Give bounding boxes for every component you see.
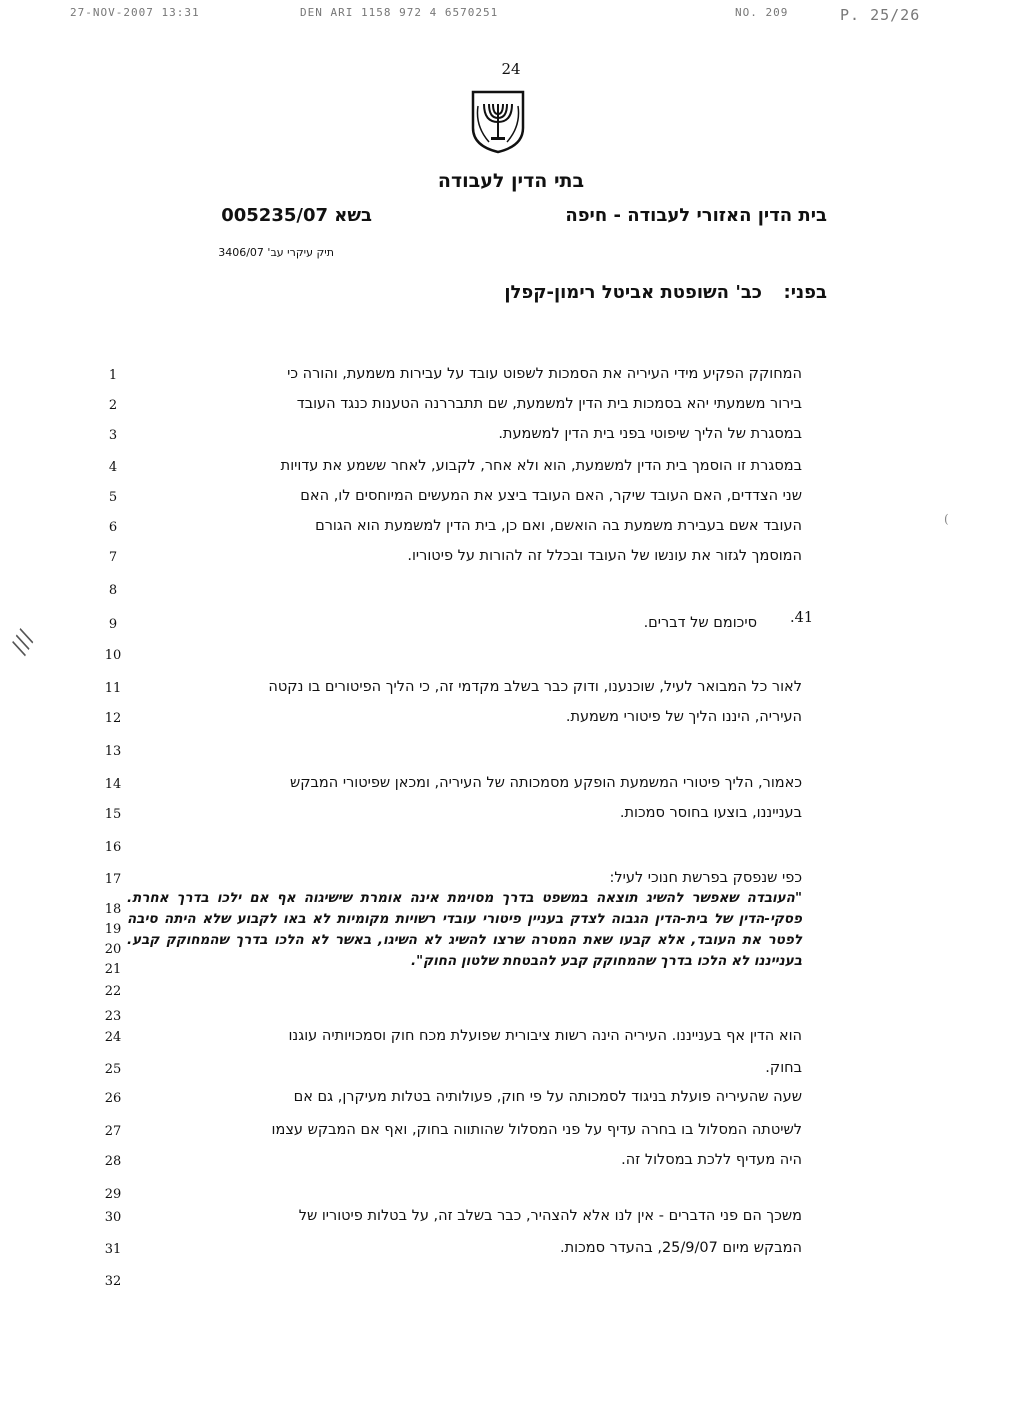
line-text: העיריה, היננו הליך של פיטורי משמעת. — [565, 709, 802, 725]
line-text: המבקש מיום 25/9/07, בהעדר סמכות. — [560, 1240, 802, 1256]
section-number: .41 — [790, 610, 814, 626]
court-system-title: בתי הדין לעבודה — [437, 170, 585, 192]
line-number: 17 — [104, 872, 122, 887]
line-text: כפי שנפסק בפרשת חנוכי לעיל: — [609, 870, 802, 886]
line-text: כאמור, הליך פיטורי המשמעת הופקע מסמכותה של העיריה, ומכאן שפיטורי המבקש — [289, 775, 802, 791]
line-number: 15 — [104, 807, 122, 822]
line-text: העובד אשם בעבירת משמעת בה הואשם, ואם כן, בית הדין למשמעת הוא הגורם — [315, 518, 802, 534]
margin-mark: ( — [944, 512, 949, 526]
fax-page: P. 25/26 — [840, 6, 921, 24]
line-number: 11 — [104, 681, 122, 696]
line-number: 27 — [104, 1124, 122, 1139]
line-number: 6 — [108, 520, 118, 535]
line-number: 12 — [104, 711, 122, 726]
fax-number: DEN ARI 1158 972 4 6570251 — [300, 6, 499, 19]
line-number: 22 — [104, 984, 122, 999]
fax-job-number: NO. 209 — [735, 6, 789, 19]
line-number: 3 — [108, 428, 118, 443]
line-number: 29 — [104, 1187, 122, 1202]
line-number: 30 — [104, 1210, 122, 1225]
line-number: 10 — [104, 648, 122, 663]
line-number: 2 — [108, 398, 118, 413]
line-number: 16 — [104, 840, 122, 855]
line-text: לשיטתה המסלול בו בחרה עדיף על פני המסלול שהותווה בחוק, ואף אם המבקש עצמו — [271, 1122, 802, 1138]
page-number: 24 — [501, 60, 521, 78]
line-number: 26 — [104, 1091, 122, 1106]
line-text: במסגרת זו הוסמך בית הדין למשמעת, הוא ולא אחר, לקבוע, לאחר ששמע את עדויות — [280, 458, 802, 474]
line-text: בירור משמעתי יהא בסמכות בית הדין למשמעת, שם תתבררנה הטענות כנגד העובד — [296, 396, 802, 412]
line-text: המחוקק הפקיע מידי העיריה את הסמכות לשפוט עובד על עבירות משמעת, והורה כי — [287, 366, 802, 382]
line-number: 24 — [104, 1030, 122, 1045]
line-text: שני הצדדים, האם העובד שיקר, האם העובד ביצע את המעשים המיוחסים לו, האם — [300, 488, 802, 504]
line-number: 8 — [108, 583, 118, 598]
case-number: בשא 005235/07 — [221, 205, 372, 226]
line-number: 31 — [104, 1242, 122, 1257]
line-number: 13 — [104, 744, 122, 759]
line-text: לאור כל המבואר לעיל, שוכנענו, ודוק כבר בשלב מקדמי זה, כי הליך הפיטורים בו נקטה — [268, 679, 802, 695]
line-text: בחוק. — [765, 1060, 802, 1076]
line-number: 28 — [104, 1154, 122, 1169]
margin-mark: /// — [6, 626, 40, 659]
line-number: 5 — [108, 490, 118, 505]
line-text: במסגרת של הליך שיפוטי בפני בית הדין למשמעת. — [498, 426, 802, 442]
line-number: 9 — [108, 617, 118, 632]
line-number: 20 — [104, 942, 122, 957]
line-number: 25 — [104, 1062, 122, 1077]
line-number: 19 — [104, 922, 122, 937]
line-text: הוא הדין אף בענייננו. העיריה הינה רשות ציבורית שפועלת מכח חוק וסמכויותיה עוגנו — [288, 1028, 802, 1044]
line-text: שעה שהעיריה פועלת בניגוד לסמכותה על פי חוק, פעולותיה בטלות מעיקרן, גם אם — [293, 1089, 802, 1105]
line-text: היה מעדיף ללכת במסלול זה. — [621, 1152, 802, 1168]
judge-name: כב' השופטת אביטל רימון-קפלן — [504, 282, 762, 303]
line-text: המוסמך לגזור את עונשו של העובד ובכלל זה להורות על פיטוריו. — [407, 548, 802, 564]
quoted-ruling: "העובדה שאפשר להשיג תוצאה במשפט בדרך מסוימת אינה אומרת שישיגוה אף אם ילכו בדרך אחרת. פסקי-הדין של בית-הדין הגבוה לצדק בעניין פיטורי עובדי רשויות מקומיות לא באו לקבוע שלא היתה סיבה לפטר את העובד, אלא קבעו שאת המטרה שרצו להשיג לא השיגו, באשר לא הלכו בדרך שהמחוקק קבע. בענייננו לא הלכו בדרך שהמחוקק קבע להבטחת שלטון החוק". — [127, 890, 802, 969]
line-number: 32 — [104, 1274, 122, 1289]
line-number: 21 — [104, 962, 122, 977]
line-number: 23 — [104, 1009, 122, 1024]
line-text: משכך הם פני הדברים - אין לנו אלא להצהיר, כבר בשלב זה, על בטלות פיטוריו של — [298, 1208, 802, 1224]
line-number: 4 — [108, 460, 118, 475]
before-label: בפני: — [783, 282, 827, 303]
line-text: סיכומם של דברים. — [643, 615, 757, 631]
line-number: 18 — [104, 902, 122, 917]
fax-timestamp: 27-NOV-2007 13:31 — [70, 6, 200, 19]
line-number: 1 — [108, 368, 118, 383]
line-text: בענייננו, בוצעו בחוסר סמכות. — [619, 805, 802, 821]
line-number: 14 — [104, 777, 122, 792]
line-number: 7 — [108, 550, 118, 565]
main-case-number: תיק עיקרי עב' 3406/07 — [218, 246, 334, 259]
court-name: בית הדין האזורי לעבודה - חיפה — [565, 205, 827, 226]
state-emblem-icon — [469, 90, 527, 154]
